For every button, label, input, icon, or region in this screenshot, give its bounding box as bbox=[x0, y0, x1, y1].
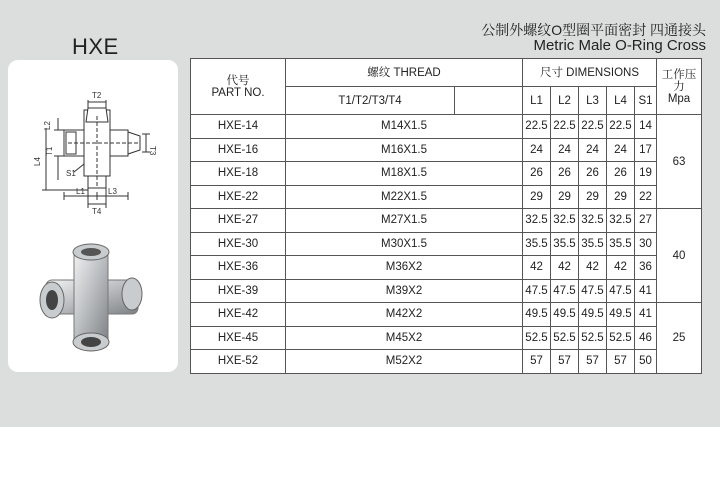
cell-l4: 32.5 bbox=[607, 209, 635, 233]
cell-l3: 26 bbox=[579, 162, 607, 186]
table-row bbox=[191, 115, 702, 139]
cell-s1: 46 bbox=[635, 326, 657, 350]
cell-l4: 42 bbox=[607, 256, 635, 280]
cell-l3: 35.5 bbox=[579, 232, 607, 256]
header-l2: L2 bbox=[551, 87, 579, 115]
cell-thread: M42X2 bbox=[286, 303, 523, 327]
cell-thread: M45X2 bbox=[286, 326, 523, 350]
product-code: HXE bbox=[72, 34, 119, 59]
cell-l4: 57 bbox=[607, 350, 635, 374]
header-s1: S1 bbox=[635, 87, 657, 115]
table-row bbox=[191, 279, 702, 303]
cell-thread: M36X2 bbox=[286, 256, 523, 280]
label-s1: S1 bbox=[66, 169, 76, 178]
cell-l2: 49.5 bbox=[551, 303, 579, 327]
label-t3: T3 bbox=[148, 146, 157, 156]
cell-l2: 57 bbox=[551, 350, 579, 374]
cell-thread: M18X1.5 bbox=[286, 162, 523, 186]
cell-l2: 35.5 bbox=[551, 232, 579, 256]
cell-s1: 27 bbox=[635, 209, 657, 233]
cell-l1: 47.5 bbox=[523, 279, 551, 303]
cell-thread: M52X2 bbox=[286, 350, 523, 374]
cell-thread: M16X1.5 bbox=[286, 138, 523, 162]
header-part-en: PART NO. bbox=[211, 86, 265, 99]
table-row bbox=[191, 162, 702, 186]
cell-l2: 52.5 bbox=[551, 326, 579, 350]
cell-part: HXE-22 bbox=[191, 185, 286, 209]
label-l3: L3 bbox=[108, 187, 117, 196]
cell-l2: 29 bbox=[551, 185, 579, 209]
table-row bbox=[191, 138, 702, 162]
table-row bbox=[191, 303, 702, 327]
product-image-box bbox=[8, 60, 178, 372]
header-l3: L3 bbox=[579, 87, 607, 115]
header-pressure-cn: 工作压力 bbox=[661, 68, 697, 93]
cell-s1: 14 bbox=[635, 115, 657, 139]
cell-l4: 49.5 bbox=[607, 303, 635, 327]
cell-l3: 24 bbox=[579, 138, 607, 162]
cell-l3: 47.5 bbox=[579, 279, 607, 303]
cell-part: HXE-30 bbox=[191, 232, 286, 256]
cell-part: HXE-18 bbox=[191, 162, 286, 186]
table-row bbox=[191, 185, 702, 209]
header-thread: 螺纹 THREAD bbox=[286, 59, 523, 87]
label-t2: T2 bbox=[92, 91, 102, 100]
cell-thread: M27X1.5 bbox=[286, 209, 523, 233]
product-title-en: Metric Male O-Ring Cross bbox=[533, 37, 706, 54]
cell-l2: 47.5 bbox=[551, 279, 579, 303]
cell-pressure: 63 bbox=[657, 115, 702, 209]
cell-l1: 24 bbox=[523, 138, 551, 162]
cell-s1: 19 bbox=[635, 162, 657, 186]
cell-l2: 32.5 bbox=[551, 209, 579, 233]
cell-l1: 26 bbox=[523, 162, 551, 186]
technical-drawing bbox=[28, 68, 168, 228]
header-l4: L4 bbox=[607, 87, 635, 115]
cell-l3: 42 bbox=[579, 256, 607, 280]
cell-part: HXE-39 bbox=[191, 279, 286, 303]
cell-l2: 22.5 bbox=[551, 115, 579, 139]
cell-part: HXE-27 bbox=[191, 209, 286, 233]
label-l4: L4 bbox=[33, 157, 42, 166]
cell-part: HXE-14 bbox=[191, 115, 286, 139]
product-title-cn: 公制外螺纹O型圈平面密封 四通接头 bbox=[481, 22, 706, 38]
label-t1: T1 bbox=[45, 146, 54, 156]
cell-thread: M14X1.5 bbox=[286, 115, 523, 139]
header-pressure bbox=[657, 59, 702, 115]
header-l1: L1 bbox=[523, 87, 551, 115]
cell-s1: 41 bbox=[635, 303, 657, 327]
cell-l3: 49.5 bbox=[579, 303, 607, 327]
cell-l4: 26 bbox=[607, 162, 635, 186]
label-l1: L1 bbox=[76, 187, 85, 196]
cell-l4: 35.5 bbox=[607, 232, 635, 256]
cell-pressure: 40 bbox=[657, 209, 702, 303]
cell-part: HXE-42 bbox=[191, 303, 286, 327]
header-pressure-unit: Mpa bbox=[667, 92, 691, 105]
cell-l4: 47.5 bbox=[607, 279, 635, 303]
cell-l1: 52.5 bbox=[523, 326, 551, 350]
cell-l1: 32.5 bbox=[523, 209, 551, 233]
cell-pressure: 25 bbox=[657, 303, 702, 374]
header-thread-blank bbox=[455, 87, 523, 115]
cell-l4: 24 bbox=[607, 138, 635, 162]
table-row bbox=[191, 326, 702, 350]
cell-l2: 42 bbox=[551, 256, 579, 280]
cell-l2: 26 bbox=[551, 162, 579, 186]
cell-thread: M22X1.5 bbox=[286, 185, 523, 209]
header-dimensions: 尺寸 DIMENSIONS bbox=[523, 59, 657, 87]
table-row bbox=[191, 232, 702, 256]
header-part-no bbox=[191, 59, 286, 115]
cell-s1: 30 bbox=[635, 232, 657, 256]
cell-l3: 29 bbox=[579, 185, 607, 209]
cell-thread: M30X1.5 bbox=[286, 232, 523, 256]
cell-s1: 50 bbox=[635, 350, 657, 374]
cell-s1: 17 bbox=[635, 138, 657, 162]
cell-l4: 52.5 bbox=[607, 326, 635, 350]
cell-l4: 22.5 bbox=[607, 115, 635, 139]
cell-l1: 35.5 bbox=[523, 232, 551, 256]
cell-part: HXE-45 bbox=[191, 326, 286, 350]
cell-l3: 22.5 bbox=[579, 115, 607, 139]
table-row bbox=[191, 256, 702, 280]
cell-thread: M39X2 bbox=[286, 279, 523, 303]
cell-l4: 29 bbox=[607, 185, 635, 209]
cell-l1: 49.5 bbox=[523, 303, 551, 327]
cell-part: HXE-52 bbox=[191, 350, 286, 374]
cell-l1: 29 bbox=[523, 185, 551, 209]
cell-l1: 57 bbox=[523, 350, 551, 374]
cell-s1: 22 bbox=[635, 185, 657, 209]
table-row bbox=[191, 350, 702, 374]
cell-l2: 24 bbox=[551, 138, 579, 162]
header-thread-sub: T1/T2/T3/T4 bbox=[286, 87, 455, 115]
label-t4: T4 bbox=[92, 207, 102, 216]
table-row bbox=[191, 209, 702, 233]
header-part-cn: 代号 bbox=[226, 74, 250, 87]
cell-l1: 22.5 bbox=[523, 115, 551, 139]
cell-s1: 41 bbox=[635, 279, 657, 303]
cell-l1: 42 bbox=[523, 256, 551, 280]
cell-s1: 36 bbox=[635, 256, 657, 280]
label-l2: L2 bbox=[43, 121, 52, 130]
cell-l3: 52.5 bbox=[579, 326, 607, 350]
cell-part: HXE-36 bbox=[191, 256, 286, 280]
cell-l3: 57 bbox=[579, 350, 607, 374]
cell-l3: 32.5 bbox=[579, 209, 607, 233]
spec-table bbox=[190, 58, 702, 374]
cell-part: HXE-16 bbox=[191, 138, 286, 162]
product-photo bbox=[36, 242, 148, 354]
